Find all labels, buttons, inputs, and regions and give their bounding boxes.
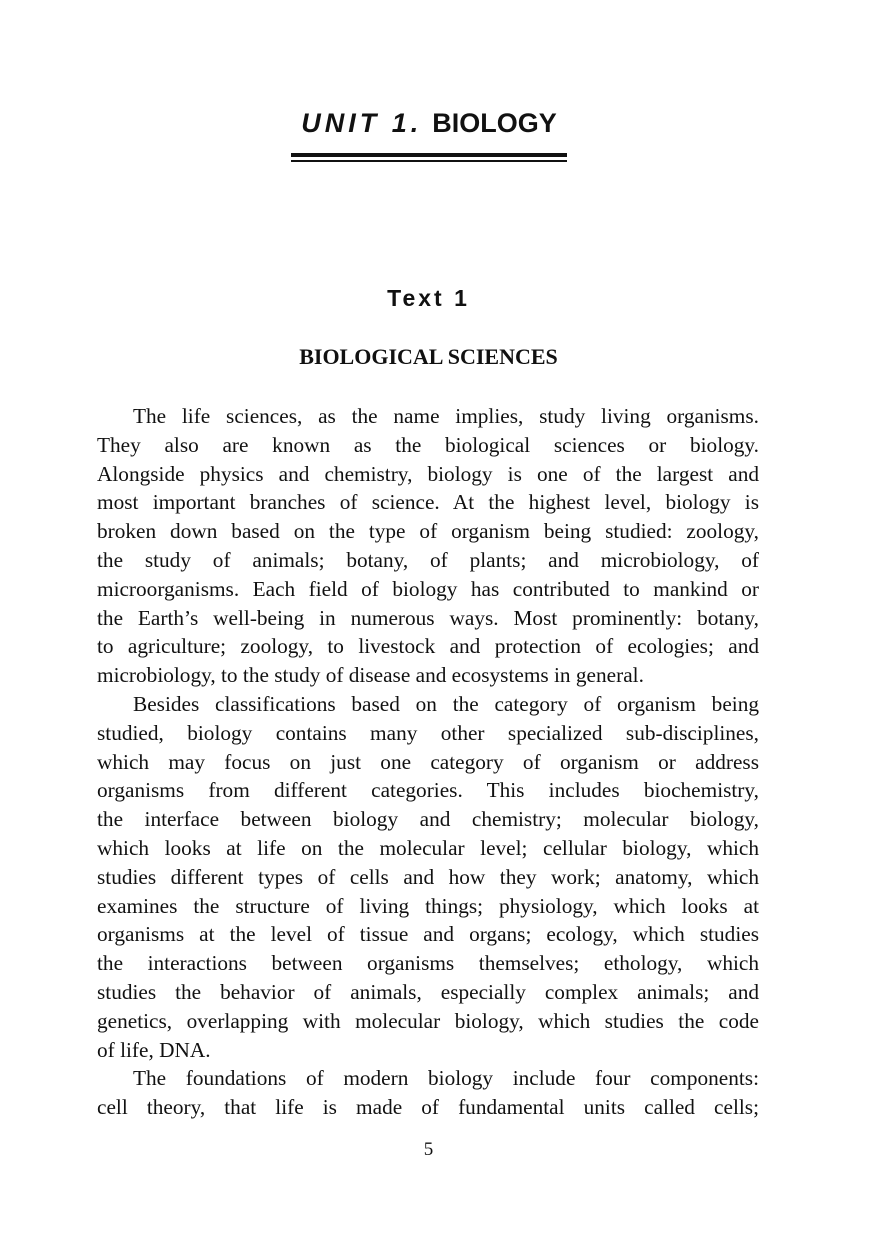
- paragraph-line: the interactions between organisms themselves; ethology, which: [97, 951, 759, 976]
- paragraph-line: studied, biology contains many other specialized sub-disciplines,: [97, 720, 759, 745]
- paragraph-line: which may focus on just one category of organism or address: [97, 749, 759, 774]
- paragraph-line: cell theory, that life is made of fundamental units called cells;: [97, 1095, 759, 1120]
- paragraph-line: of life, DNA.: [97, 1037, 211, 1062]
- paragraph-line: studies the behavior of animals, especially complex animals; and: [97, 979, 759, 1004]
- unit-label: UNIT 1.: [301, 108, 423, 138]
- page-number: 5: [423, 1139, 434, 1160]
- heading-rule-thick: [291, 153, 567, 157]
- paragraph-line: most important branches of science. At the highest level, biology is: [97, 490, 759, 515]
- paragraph-line: genetics, overlapping with molecular biology, which studies the code: [97, 1008, 759, 1033]
- body-text: [97, 402, 759, 1122]
- paragraph-line: Alongside physics and chemistry, biology is one of the largest and: [97, 461, 759, 486]
- paragraph-line: to agriculture; zoology, to livestock and protection of ecologies; and: [97, 634, 759, 659]
- paragraph-line: The life sciences, as the name implies, study living organisms.: [133, 404, 759, 428]
- paragraph-line: microbiology, to the study of disease and ecosystems in general.: [97, 663, 644, 688]
- paragraph-line: microorganisms. Each field of biology has contributed to mankind or: [97, 576, 759, 601]
- paragraph-line: Besides classifications based on the category of organism being: [133, 691, 759, 716]
- paragraph-line: They also are known as the biological sciences or biology.: [97, 432, 759, 457]
- paragraph-line: which looks at life on the molecular level; cellular biology, which: [97, 835, 759, 860]
- section-title: BIOLOGICAL SCIENCES: [299, 344, 558, 369]
- paragraph-line: The foundations of modern biology include four components:: [133, 1066, 759, 1091]
- paragraph-line: examines the structure of living things; physiology, which looks at: [97, 893, 759, 918]
- paragraph-line: broken down based on the type of organism being studied: zoology,: [97, 519, 759, 544]
- unit-title: BIOLOGY: [432, 108, 557, 138]
- paragraph-line: the study of animals; botany, of plants; and microbiology, of: [97, 547, 759, 572]
- paragraph-line: studies different types of cells and how they work; anatomy, which: [97, 864, 759, 889]
- heading-rule-thin: [291, 160, 567, 162]
- paragraph-line: the Earth’s well-being in numerous ways. Most prominently: botany,: [97, 605, 759, 630]
- paragraph-line: organisms at the level of tissue and organs; ecology, which studies: [97, 922, 759, 947]
- unit-heading: [291, 108, 567, 139]
- text-number: Text 1: [387, 285, 470, 311]
- paragraph-line: organisms from different categories. This includes biochemistry,: [97, 778, 759, 803]
- paragraph-line: the interface between biology and chemistry; molecular biology,: [97, 807, 759, 832]
